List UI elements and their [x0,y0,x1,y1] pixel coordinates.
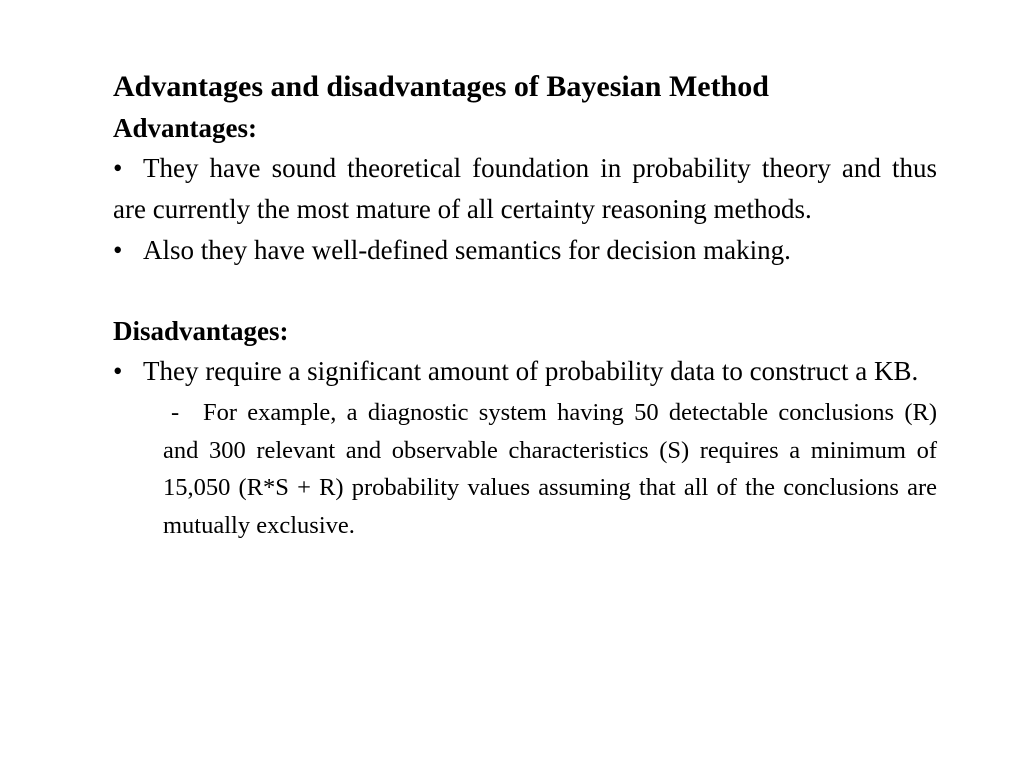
disadvantage-item-1 [113,351,937,392]
bullet-icon: • [113,235,123,265]
disadvantage-item-1-text: They require a significant amount of probability data to construct a KB. [143,356,919,386]
disadvantage-subitem-1-text: For example, a diagnostic system having 50 detectable conclusions (R) and 300 relevant and observable characteristics (S) requires a minimum of 15,050 (R*S + R) probability values assuming that all of the conclusions are mutually exclusive. [163,399,937,539]
advantage-item-2-text: Also they have well-defined semantics for decision making. [143,235,791,265]
section-spacer [113,271,937,311]
slide-content [113,66,937,544]
disadvantage-subitem-1 [163,394,937,544]
slide-title: Advantages and disadvantages of Bayesian Method [113,70,769,103]
advantage-item-1 [113,148,937,230]
disadvantages-heading: Disadvantages: [113,316,289,346]
advantages-heading: Advantages: [113,113,258,143]
advantage-item-1-text: They have sound theoretical foundation in probability theory and thus are currently the most mature of all certainty reasoning methods. [113,153,937,224]
dash-icon: - [171,399,180,426]
bullet-icon: • [113,356,123,386]
bullet-icon: • [113,153,123,183]
advantage-item-2 [113,230,937,271]
